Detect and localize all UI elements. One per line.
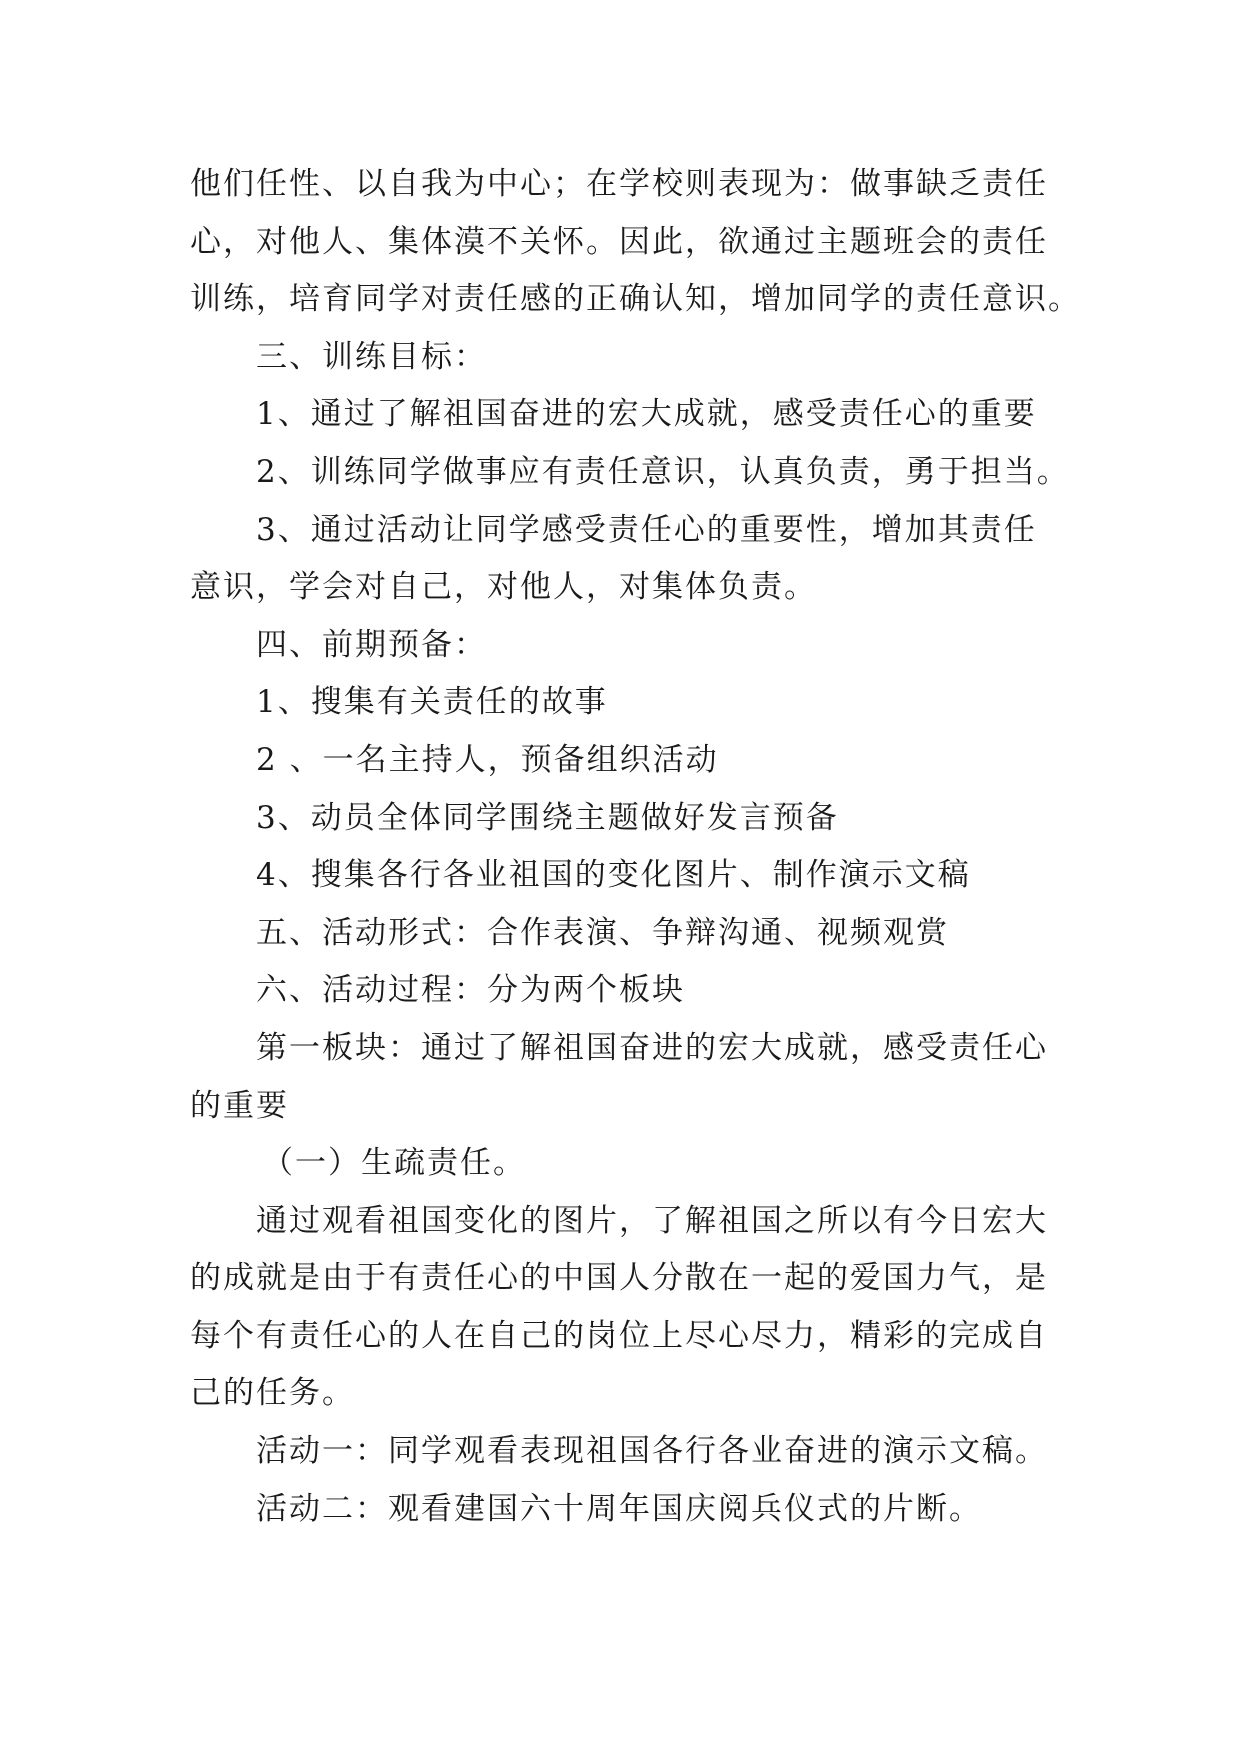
list-item: 1、通过了解祖国奋进的宏大成就，感受责任心的重要	[256, 396, 1037, 433]
text-line: 心，对他人、集体漠不关怀。因此，欲通过主题班会的责任	[190, 223, 1048, 260]
list-item: 4、搜集各行各业祖国的变化图片、制作演示文稿	[256, 857, 971, 894]
list-item: 1、搜集有关责任的故事	[256, 684, 608, 721]
text-line: 每个有责任心的人在自己的岗位上尽心尽力，精彩的完成自	[190, 1317, 1048, 1354]
list-item: 3、通过活动让同学感受责任心的重要性，增加其责任	[256, 511, 1037, 548]
activity-item: 活动一：同学观看表现祖国各行各业奋进的演示文稿。	[256, 1433, 1048, 1470]
activity-item: 活动二：观看建国六十周年国庆阅兵仪式的片断。	[256, 1490, 982, 1527]
text-line: 他们任性、以自我为中心；在学校则表现为：做事缺乏责任	[190, 166, 1048, 202]
section-heading: 三、训练目标：	[256, 338, 487, 375]
text-line: 己的任务。	[190, 1375, 355, 1412]
text-line: 的成就是由于有责任心的中国人分散在一起的爱国力气，是	[190, 1260, 1048, 1297]
list-item: 3、动员全体同学围绕主题做好发言预备	[256, 799, 839, 836]
list-item: 2 、一名主持人，预备组织活动	[256, 741, 719, 778]
text-line: 意识，学会对自己，对他人，对集体负责。	[190, 569, 817, 606]
subsection-heading: （一）生疏责任。	[262, 1145, 526, 1182]
document-body	[190, 156, 1081, 1538]
section-heading: 五、活动形式：合作表演、争辩沟通、视频观赏	[256, 914, 949, 951]
section-heading: 六、活动过程：分为两个板块	[256, 972, 685, 1009]
text-line: 第一板块：通过了解祖国奋进的宏大成就，感受责任心	[256, 1029, 1048, 1066]
section-heading: 四、前期预备：	[256, 626, 487, 663]
text-line: 的重要	[190, 1087, 289, 1124]
text-line: 通过观看祖国变化的图片，了解祖国之所以有今日宏大	[256, 1202, 1048, 1239]
text-line: 训练，培育同学对责任感的正确认知，增加同学的责任意识。	[190, 281, 1081, 318]
list-item: 2、训练同学做事应有责任意识，认真负责，勇于担当。	[256, 453, 1070, 490]
